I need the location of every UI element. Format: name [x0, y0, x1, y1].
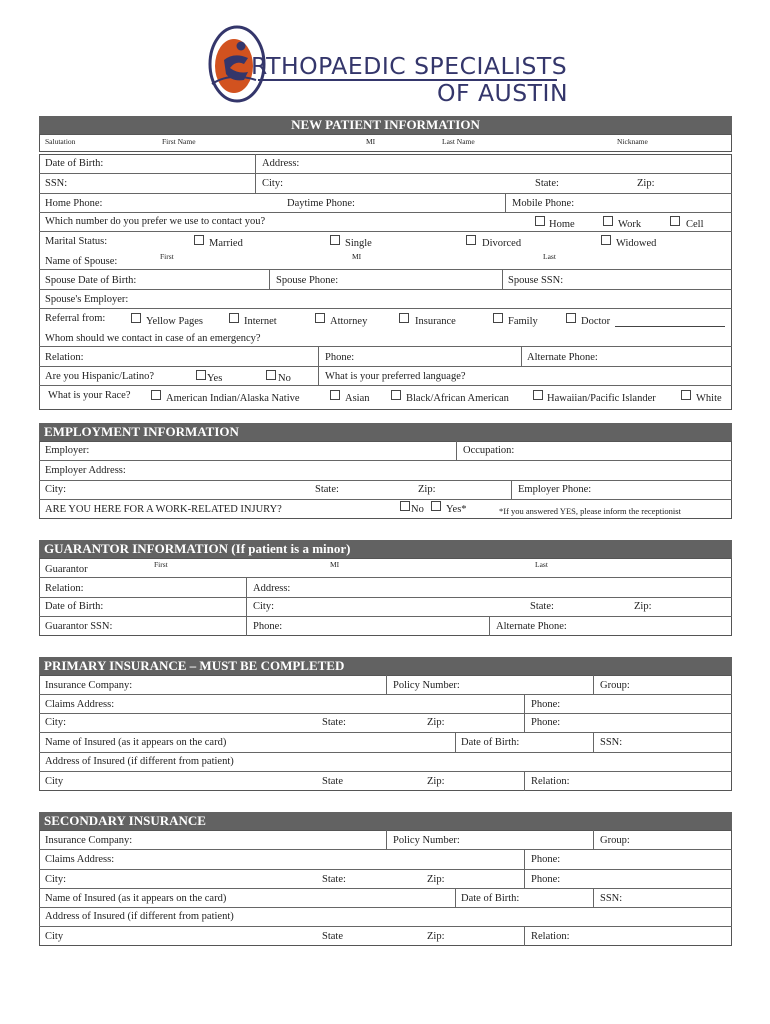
- guarantor-relation-label: Relation:: [45, 583, 84, 594]
- work-injury-no-checkbox[interactable]: [400, 501, 410, 511]
- city-label: City:: [262, 178, 284, 189]
- secondary-phone2-label: Phone:: [531, 874, 561, 885]
- secondary-policy-label: Policy Number:: [393, 835, 460, 846]
- employment-header: EMPLOYMENT INFORMATION: [39, 423, 732, 441]
- guarantor-state-label: State:: [530, 601, 554, 612]
- occupation-label: Occupation:: [463, 445, 515, 456]
- guarantor-dob-label: Date of Birth:: [45, 601, 104, 612]
- widowed-checkbox[interactable]: [601, 235, 611, 245]
- secondary-city-label: City:: [45, 874, 67, 885]
- native-checkbox[interactable]: [151, 390, 161, 400]
- primary-state2-label: State: [322, 776, 343, 787]
- language-label: What is your preferred language?: [325, 371, 466, 382]
- cell-option-label: Cell: [686, 219, 704, 230]
- primary-policy-label: Policy Number:: [393, 680, 460, 691]
- secondary-state2-label: State: [322, 931, 343, 942]
- employer-address-label: Employer Address:: [45, 465, 126, 476]
- contact-pref-label: Which number do you prefer we use to contact you?: [45, 216, 266, 227]
- daytime-phone-label: Daytime Phone:: [287, 198, 355, 209]
- primary-group-label: Group:: [600, 680, 630, 691]
- primary-insured-address-label: Address of Insured (if different from patient): [45, 756, 234, 767]
- secondary-phone-label: Phone:: [531, 854, 561, 865]
- logo-text-line2: OF AUSTIN: [437, 79, 569, 107]
- spouse-dob-label: Spouse Date of Birth:: [45, 275, 137, 286]
- yellow-pages-label: Yellow Pages: [146, 316, 203, 327]
- secondary-dob-label: Date of Birth:: [461, 893, 520, 904]
- primary-zip2-label: Zip:: [427, 776, 445, 787]
- work-option-label: Work: [618, 219, 642, 230]
- secondary-zip-label: Zip:: [427, 874, 445, 885]
- spouse-name-label: Name of Spouse:: [45, 256, 118, 267]
- divorced-label: Divorced: [482, 238, 522, 249]
- home-phone-label: Home Phone:: [45, 198, 103, 209]
- spouse-last-label: Last: [543, 252, 556, 261]
- primary-phone2-label: Phone:: [531, 717, 561, 728]
- work-injury-no-label: No: [411, 504, 424, 515]
- spouse-phone-label: Spouse Phone:: [276, 275, 339, 286]
- dob-label: Date of Birth:: [45, 158, 104, 169]
- ssn-label: SSN:: [45, 178, 68, 189]
- divorced-checkbox[interactable]: [466, 235, 476, 245]
- guarantor-alt-phone-label: Alternate Phone:: [496, 621, 567, 632]
- secondary-state-label: State:: [322, 874, 346, 885]
- state-label: State:: [535, 178, 559, 189]
- home-checkbox[interactable]: [535, 216, 545, 226]
- work-injury-yes-checkbox[interactable]: [431, 501, 441, 511]
- internet-label: Internet: [244, 316, 277, 327]
- secondary-insurance-header: SECONDARY INSURANCE: [39, 812, 732, 830]
- family-label: Family: [508, 316, 538, 327]
- guarantor-ssn-label: Guarantor SSN:: [45, 621, 113, 632]
- guarantor-last-label: Last: [535, 560, 548, 569]
- hispanic-yes-checkbox[interactable]: [196, 370, 206, 380]
- employer-label: Employer:: [45, 445, 90, 456]
- married-label: Married: [209, 238, 243, 249]
- asian-label: Asian: [345, 393, 370, 404]
- nickname-label: Nickname: [617, 137, 648, 146]
- hawaiian-checkbox[interactable]: [533, 390, 543, 400]
- primary-phone-label: Phone:: [531, 699, 561, 710]
- black-checkbox[interactable]: [391, 390, 401, 400]
- secondary-zip2-label: Zip:: [427, 931, 445, 942]
- relation-label: Relation:: [45, 352, 84, 363]
- spouse-ssn-label: Spouse SSN:: [508, 275, 564, 286]
- primary-city-label: City:: [45, 717, 67, 728]
- guarantor-label: Guarantor: [45, 564, 88, 575]
- zip-label: Zip:: [637, 178, 655, 189]
- salutation-label: Salutation: [45, 137, 76, 146]
- mi-label: MI: [366, 137, 376, 146]
- spouse-first-label: First: [160, 252, 174, 261]
- insurance-label: Insurance: [415, 316, 456, 327]
- guarantor-first-label: First: [154, 560, 168, 569]
- primary-company-label: Insurance Company:: [45, 680, 133, 691]
- spouse-mi-label: MI: [352, 252, 362, 261]
- attorney-checkbox[interactable]: [315, 313, 325, 323]
- cell-checkbox[interactable]: [670, 216, 680, 226]
- primary-ssn-label: SSN:: [600, 737, 623, 748]
- widowed-label: Widowed: [616, 238, 657, 249]
- primary-dob-label: Date of Birth:: [461, 737, 520, 748]
- logo-text-line1: RTHOPAEDIC SPECIALISTS: [251, 52, 568, 80]
- last-name-label: Last Name: [442, 137, 475, 146]
- guarantor-header: GUARANTOR INFORMATION (If patient is a minor): [39, 540, 732, 558]
- single-label: Single: [345, 238, 372, 249]
- secondary-company-label: Insurance Company:: [45, 835, 133, 846]
- emergency-label: Whom should we contact in case of an emergency?: [45, 333, 261, 344]
- spouse-employer-label: Spouse's Employer:: [45, 294, 129, 305]
- guarantor-phone-label: Phone:: [253, 621, 283, 632]
- first-name-label: First Name: [162, 137, 196, 146]
- new-patient-header: NEW PATIENT INFORMATION: [39, 116, 732, 134]
- yellow-pages-checkbox[interactable]: [131, 313, 141, 323]
- referral-label: Referral from:: [45, 313, 106, 324]
- work-injury-yes-label: Yes*: [446, 504, 467, 515]
- work-injury-label: ARE YOU HERE FOR A WORK-RELATED INJURY?: [45, 504, 282, 515]
- white-checkbox[interactable]: [681, 390, 691, 400]
- internet-checkbox[interactable]: [229, 313, 239, 323]
- asian-checkbox[interactable]: [330, 390, 340, 400]
- secondary-ssn-label: SSN:: [600, 893, 623, 904]
- secondary-insured-address-label: Address of Insured (if different from patient): [45, 911, 234, 922]
- primary-insured-label: Name of Insured (as it appears on the card): [45, 737, 227, 748]
- secondary-relation-label: Relation:: [531, 931, 570, 942]
- hispanic-no-checkbox[interactable]: [266, 370, 276, 380]
- single-checkbox[interactable]: [330, 235, 340, 245]
- mobile-phone-label: Mobile Phone:: [512, 198, 575, 209]
- guarantor-zip-label: Zip:: [634, 601, 652, 612]
- doctor-checkbox[interactable]: [566, 313, 576, 323]
- primary-city2-label: City: [45, 776, 64, 787]
- hispanic-label: Are you Hispanic/Latino?: [45, 371, 155, 382]
- secondary-insured-label: Name of Insured (as it appears on the card): [45, 893, 227, 904]
- guarantor-city-label: City:: [253, 601, 275, 612]
- family-checkbox[interactable]: [493, 313, 503, 323]
- address-label: Address:: [262, 158, 300, 169]
- hispanic-no-label: No: [278, 373, 291, 384]
- doctor-label: Doctor: [581, 316, 611, 327]
- doctor-name-line[interactable]: [615, 326, 725, 327]
- attorney-label: Attorney: [330, 316, 368, 327]
- insurance-checkbox[interactable]: [399, 313, 409, 323]
- primary-claims-label: Claims Address:: [45, 699, 115, 710]
- emergency-alt-phone-label: Alternate Phone:: [527, 352, 598, 363]
- marital-label: Marital Status:: [45, 236, 108, 247]
- home-option-label: Home: [549, 219, 575, 230]
- employer-phone-label: Employer Phone:: [518, 484, 592, 495]
- secondary-group-label: Group:: [600, 835, 630, 846]
- hispanic-yes-label: Yes: [207, 373, 223, 384]
- secondary-claims-label: Claims Address:: [45, 854, 115, 865]
- hawaiian-label: Hawaiian/Pacific Islander: [547, 393, 656, 404]
- guarantor-mi-label: MI: [330, 560, 340, 569]
- emergency-phone-label: Phone:: [325, 352, 355, 363]
- black-label: Black/African American: [406, 393, 509, 404]
- primary-zip-label: Zip:: [427, 717, 445, 728]
- primary-insurance-header: PRIMARY INSURANCE – MUST BE COMPLETED: [39, 657, 732, 675]
- work-injury-note: *If you answered YES, please inform the receptionist: [499, 506, 681, 516]
- race-label: What is your Race?: [48, 390, 131, 401]
- guarantor-address-label: Address:: [253, 583, 291, 594]
- native-label: American Indian/Alaska Native: [166, 393, 300, 404]
- white-label: White: [696, 393, 722, 404]
- primary-state-label: State:: [322, 717, 346, 728]
- employer-zip-label: Zip:: [418, 484, 436, 495]
- primary-relation-label: Relation:: [531, 776, 570, 787]
- secondary-city2-label: City: [45, 931, 64, 942]
- married-checkbox[interactable]: [194, 235, 204, 245]
- employer-state-label: State:: [315, 484, 339, 495]
- work-checkbox[interactable]: [603, 216, 613, 226]
- employer-city-label: City:: [45, 484, 67, 495]
